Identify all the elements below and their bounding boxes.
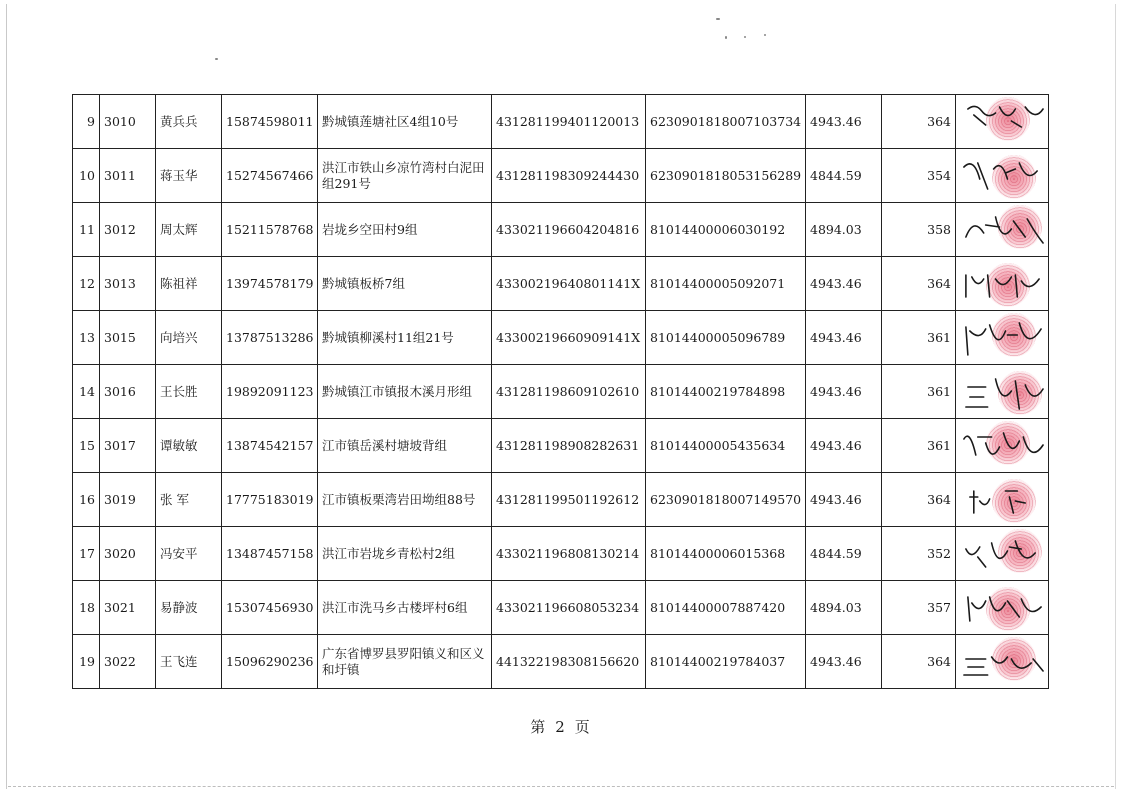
bank-account-cell: 81014400006015368 bbox=[646, 527, 806, 581]
bank-account-cell: 81014400005435634 bbox=[646, 419, 806, 473]
table-row bbox=[73, 257, 1049, 311]
id-number-cell: 433021196608053234 bbox=[492, 581, 646, 635]
phone-cell: 13874542157 bbox=[222, 419, 318, 473]
days-cell: 361 bbox=[882, 365, 956, 419]
id-number-cell: 433021196808130214 bbox=[492, 527, 646, 581]
days-cell: 364 bbox=[882, 635, 956, 689]
row-number-cell: 13 bbox=[73, 311, 100, 365]
address-cell: 江市镇岳溪村塘坡背组 bbox=[318, 419, 492, 473]
signature-cell bbox=[956, 635, 1049, 689]
scan-speck bbox=[725, 36, 727, 39]
bank-account-cell: 81014400007887420 bbox=[646, 581, 806, 635]
address-cell: 黔城镇莲塘社区4组10号 bbox=[318, 95, 492, 149]
signature-cell bbox=[956, 257, 1049, 311]
bank-account-cell: 81014400219784037 bbox=[646, 635, 806, 689]
phone-cell: 13974578179 bbox=[222, 257, 318, 311]
signature-cell bbox=[956, 581, 1049, 635]
address-cell: 岩垅乡空田村9组 bbox=[318, 203, 492, 257]
table-row bbox=[73, 149, 1049, 203]
table-row bbox=[73, 203, 1049, 257]
scan-speck bbox=[764, 34, 766, 36]
amount-cell: 4894.03 bbox=[806, 581, 882, 635]
signature-cell bbox=[956, 365, 1049, 419]
address-cell: 洪江市铁山乡凉竹湾村白泥田组291号 bbox=[318, 149, 492, 203]
handwritten-signature bbox=[956, 527, 1048, 580]
handwritten-signature bbox=[956, 257, 1048, 310]
phone-cell: 19892091123 bbox=[222, 365, 318, 419]
employee-code-cell: 3022 bbox=[100, 635, 156, 689]
id-number-cell: 43300219640801141X bbox=[492, 257, 646, 311]
table-row bbox=[73, 365, 1049, 419]
scan-speck bbox=[215, 58, 218, 60]
employee-code-cell: 3020 bbox=[100, 527, 156, 581]
row-number-cell: 12 bbox=[73, 257, 100, 311]
amount-cell: 4943.46 bbox=[806, 95, 882, 149]
page-number-value: 2 bbox=[555, 718, 567, 736]
handwritten-signature bbox=[956, 473, 1048, 526]
bank-account-cell: 6230901818007149570 bbox=[646, 473, 806, 527]
handwritten-signature bbox=[956, 149, 1048, 202]
employee-code-cell: 3015 bbox=[100, 311, 156, 365]
table-row bbox=[73, 527, 1049, 581]
days-cell: 352 bbox=[882, 527, 956, 581]
name-cell: 王飞连 bbox=[156, 635, 222, 689]
name-cell: 冯安平 bbox=[156, 527, 222, 581]
amount-cell: 4943.46 bbox=[806, 473, 882, 527]
signature-cell bbox=[956, 419, 1049, 473]
employee-code-cell: 3011 bbox=[100, 149, 156, 203]
bank-account-cell: 81014400005092071 bbox=[646, 257, 806, 311]
row-number-cell: 17 bbox=[73, 527, 100, 581]
address-cell: 洪江市洗马乡古楼坪村6组 bbox=[318, 581, 492, 635]
address-cell: 江市镇板栗湾岩田坳组88号 bbox=[318, 473, 492, 527]
signature-cell bbox=[956, 149, 1049, 203]
scan-speck bbox=[716, 18, 720, 20]
bank-account-cell: 81014400005096789 bbox=[646, 311, 806, 365]
table-row bbox=[73, 581, 1049, 635]
signature-cell bbox=[956, 473, 1049, 527]
amount-cell: 4943.46 bbox=[806, 365, 882, 419]
days-cell: 364 bbox=[882, 257, 956, 311]
bank-account-cell: 6230901818053156289 bbox=[646, 149, 806, 203]
id-number-cell: 441322198308156620 bbox=[492, 635, 646, 689]
payroll-table bbox=[72, 94, 1049, 689]
phone-cell: 15274567466 bbox=[222, 149, 318, 203]
handwritten-signature bbox=[956, 419, 1048, 472]
amount-cell: 4894.03 bbox=[806, 203, 882, 257]
employee-code-cell: 3021 bbox=[100, 581, 156, 635]
name-cell: 谭敏敏 bbox=[156, 419, 222, 473]
id-number-cell: 431281198309244430 bbox=[492, 149, 646, 203]
row-number-cell: 10 bbox=[73, 149, 100, 203]
employee-code-cell: 3019 bbox=[100, 473, 156, 527]
handwritten-signature bbox=[956, 581, 1048, 634]
id-number-cell: 431281199401120013 bbox=[492, 95, 646, 149]
address-cell: 广东省博罗县罗阳镇义和区义和圩镇 bbox=[318, 635, 492, 689]
name-cell: 向培兴 bbox=[156, 311, 222, 365]
page-number bbox=[0, 716, 1122, 737]
row-number-cell: 11 bbox=[73, 203, 100, 257]
employee-code-cell: 3017 bbox=[100, 419, 156, 473]
table-body bbox=[73, 95, 1049, 689]
phone-cell: 15096290236 bbox=[222, 635, 318, 689]
name-cell: 周太辉 bbox=[156, 203, 222, 257]
page-number-prefix: 第 bbox=[530, 718, 548, 736]
days-cell: 354 bbox=[882, 149, 956, 203]
page-bottom-edge bbox=[8, 786, 1114, 787]
name-cell: 黄兵兵 bbox=[156, 95, 222, 149]
days-cell: 357 bbox=[882, 581, 956, 635]
address-cell: 黔城镇板桥7组 bbox=[318, 257, 492, 311]
id-number-cell: 431281198908282631 bbox=[492, 419, 646, 473]
amount-cell: 4943.46 bbox=[806, 257, 882, 311]
name-cell: 易静波 bbox=[156, 581, 222, 635]
phone-cell: 17775183019 bbox=[222, 473, 318, 527]
table-row bbox=[73, 473, 1049, 527]
page-number-suffix: 页 bbox=[574, 718, 592, 736]
employee-code-cell: 3013 bbox=[100, 257, 156, 311]
days-cell: 361 bbox=[882, 311, 956, 365]
employee-code-cell: 3012 bbox=[100, 203, 156, 257]
id-number-cell: 431281199501192612 bbox=[492, 473, 646, 527]
handwritten-signature bbox=[956, 95, 1048, 148]
amount-cell: 4844.59 bbox=[806, 149, 882, 203]
days-cell: 364 bbox=[882, 473, 956, 527]
table-row bbox=[73, 419, 1049, 473]
phone-cell: 13487457158 bbox=[222, 527, 318, 581]
table-row bbox=[73, 311, 1049, 365]
signature-cell bbox=[956, 527, 1049, 581]
row-number-cell: 16 bbox=[73, 473, 100, 527]
handwritten-signature bbox=[956, 365, 1048, 418]
table-row bbox=[73, 95, 1049, 149]
row-number-cell: 18 bbox=[73, 581, 100, 635]
id-number-cell: 43300219660909141X bbox=[492, 311, 646, 365]
amount-cell: 4844.59 bbox=[806, 527, 882, 581]
row-number-cell: 9 bbox=[73, 95, 100, 149]
handwritten-signature bbox=[956, 203, 1048, 256]
row-number-cell: 15 bbox=[73, 419, 100, 473]
employee-code-cell: 3010 bbox=[100, 95, 156, 149]
name-cell: 蒋玉华 bbox=[156, 149, 222, 203]
signature-cell bbox=[956, 203, 1049, 257]
bank-account-cell: 6230901818007103734 bbox=[646, 95, 806, 149]
bank-account-cell: 81014400219784898 bbox=[646, 365, 806, 419]
amount-cell: 4943.46 bbox=[806, 635, 882, 689]
phone-cell: 15211578768 bbox=[222, 203, 318, 257]
amount-cell: 4943.46 bbox=[806, 311, 882, 365]
days-cell: 364 bbox=[882, 95, 956, 149]
bank-account-cell: 81014400006030192 bbox=[646, 203, 806, 257]
phone-cell: 15874598011 bbox=[222, 95, 318, 149]
phone-cell: 13787513286 bbox=[222, 311, 318, 365]
table-row bbox=[73, 635, 1049, 689]
amount-cell: 4943.46 bbox=[806, 419, 882, 473]
signature-cell bbox=[956, 95, 1049, 149]
name-cell: 张 军 bbox=[156, 473, 222, 527]
id-number-cell: 433021196604204816 bbox=[492, 203, 646, 257]
name-cell: 王长胜 bbox=[156, 365, 222, 419]
handwritten-signature bbox=[956, 311, 1048, 364]
row-number-cell: 14 bbox=[73, 365, 100, 419]
id-number-cell: 431281198609102610 bbox=[492, 365, 646, 419]
address-cell: 黔城镇江市镇报木溪月形组 bbox=[318, 365, 492, 419]
signature-cell bbox=[956, 311, 1049, 365]
scan-speck bbox=[744, 36, 746, 38]
row-number-cell: 19 bbox=[73, 635, 100, 689]
handwritten-signature bbox=[956, 635, 1048, 688]
address-cell: 洪江市岩垅乡青松村2组 bbox=[318, 527, 492, 581]
days-cell: 358 bbox=[882, 203, 956, 257]
name-cell: 陈祖祥 bbox=[156, 257, 222, 311]
employee-code-cell: 3016 bbox=[100, 365, 156, 419]
address-cell: 黔城镇柳溪村11组21号 bbox=[318, 311, 492, 365]
days-cell: 361 bbox=[882, 419, 956, 473]
phone-cell: 15307456930 bbox=[222, 581, 318, 635]
